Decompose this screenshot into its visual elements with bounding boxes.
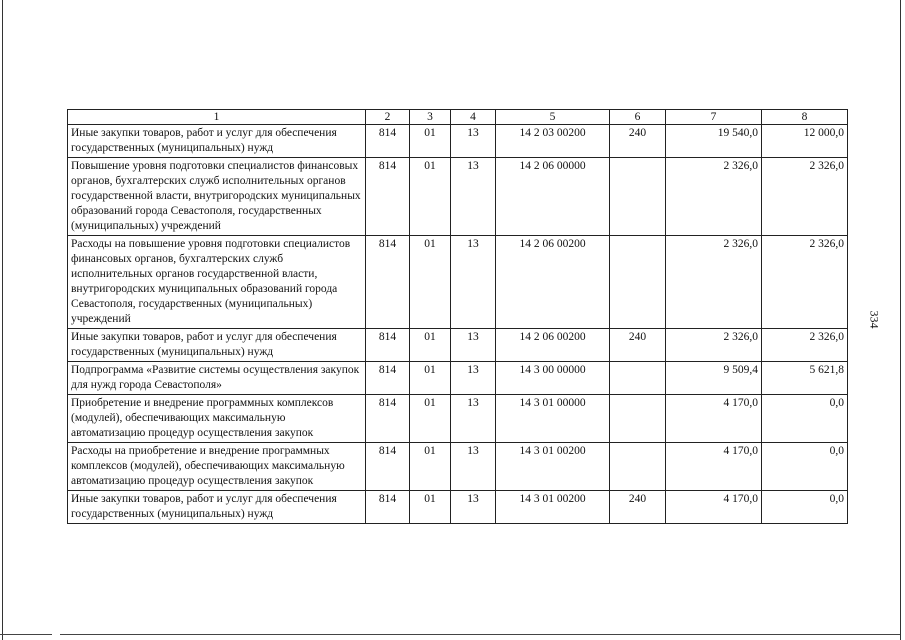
column-header: 8 <box>762 110 848 125</box>
table-row <box>68 236 848 329</box>
row-pr: 13 <box>451 236 496 329</box>
row-ved: 814 <box>366 362 410 395</box>
row-csr: 14 2 06 00200 <box>496 236 610 329</box>
row-rz: 01 <box>410 125 451 158</box>
row-ved: 814 <box>366 491 410 524</box>
table-row <box>68 158 848 236</box>
row-ved: 814 <box>366 395 410 443</box>
row-name: Иные закупки товаров, работ и услуг для обеспечения государственных (муниципальных) нужд <box>68 491 366 524</box>
row-ved: 814 <box>366 236 410 329</box>
row-vr: 240 <box>610 329 666 362</box>
row-name: Иные закупки товаров, работ и услуг для обеспечения государственных (муниципальных) нужд <box>68 125 366 158</box>
row-ved: 814 <box>366 443 410 491</box>
row-pr: 13 <box>451 491 496 524</box>
row-rz: 01 <box>410 395 451 443</box>
row-vr <box>610 362 666 395</box>
row-rz: 01 <box>410 329 451 362</box>
row-sum-2: 2 326,0 <box>762 158 848 236</box>
row-sum-2: 0,0 <box>762 491 848 524</box>
table-row <box>68 125 848 158</box>
row-rz: 01 <box>410 443 451 491</box>
row-pr: 13 <box>451 125 496 158</box>
row-rz: 01 <box>410 362 451 395</box>
page-number: 334 <box>867 310 882 329</box>
header-row <box>68 110 848 125</box>
row-pr: 13 <box>451 158 496 236</box>
column-header: 1 <box>68 110 366 125</box>
column-header: 2 <box>366 110 410 125</box>
row-sum-1: 19 540,0 <box>666 125 762 158</box>
row-ved: 814 <box>366 125 410 158</box>
row-sum-2: 5 621,8 <box>762 362 848 395</box>
row-rz: 01 <box>410 491 451 524</box>
table-row <box>68 443 848 491</box>
row-sum-1: 2 326,0 <box>666 236 762 329</box>
scan-bottom-line <box>60 634 900 635</box>
table-row <box>68 491 848 524</box>
row-csr: 14 3 00 00000 <box>496 362 610 395</box>
row-vr <box>610 443 666 491</box>
row-csr: 14 3 01 00200 <box>496 443 610 491</box>
row-name: Приобретение и внедрение программных комплексов (модулей), обеспечивающих максимальную автоматизацию процедур осуществления закупок <box>68 395 366 443</box>
row-csr: 14 2 03 00200 <box>496 125 610 158</box>
row-ved: 814 <box>366 158 410 236</box>
row-pr: 13 <box>451 395 496 443</box>
row-sum-1: 2 326,0 <box>666 158 762 236</box>
row-vr <box>610 395 666 443</box>
row-vr: 240 <box>610 125 666 158</box>
row-sum-2: 2 326,0 <box>762 329 848 362</box>
row-rz: 01 <box>410 236 451 329</box>
row-ved: 814 <box>366 329 410 362</box>
table-row <box>68 329 848 362</box>
row-pr: 13 <box>451 362 496 395</box>
row-pr: 13 <box>451 443 496 491</box>
row-vr: 240 <box>610 491 666 524</box>
row-sum-1: 2 326,0 <box>666 329 762 362</box>
column-header: 3 <box>410 110 451 125</box>
row-sum-1: 4 170,0 <box>666 491 762 524</box>
row-sum-2: 2 326,0 <box>762 236 848 329</box>
row-csr: 14 2 06 00000 <box>496 158 610 236</box>
row-name: Расходы на повышение уровня подготовки специалистов финансовых органов, бухгалтерских служб исполнительных органов государственной власти, внутригородских муниципальных образований города Севастополя, государственных (муниципальных) учреждений <box>68 236 366 329</box>
column-header: 7 <box>666 110 762 125</box>
row-name: Расходы на приобретение и внедрение программных комплексов (модулей), обеспечивающих максимальную автоматизацию процедур осуществления закупок <box>68 443 366 491</box>
column-header: 5 <box>496 110 610 125</box>
row-rz: 01 <box>410 158 451 236</box>
row-csr: 14 2 06 00200 <box>496 329 610 362</box>
column-header: 6 <box>610 110 666 125</box>
table-row <box>68 362 848 395</box>
row-vr <box>610 158 666 236</box>
scan-bottom-line <box>0 634 52 635</box>
row-name: Иные закупки товаров, работ и услуг для обеспечения государственных (муниципальных) нужд <box>68 329 366 362</box>
column-header: 4 <box>451 110 496 125</box>
row-sum-2: 0,0 <box>762 443 848 491</box>
row-csr: 14 3 01 00200 <box>496 491 610 524</box>
row-sum-1: 9 509,4 <box>666 362 762 395</box>
row-pr: 13 <box>451 329 496 362</box>
row-sum-2: 0,0 <box>762 395 848 443</box>
row-sum-1: 4 170,0 <box>666 443 762 491</box>
budget-table <box>67 109 848 524</box>
row-csr: 14 3 01 00000 <box>496 395 610 443</box>
table-row <box>68 395 848 443</box>
row-name: Повышение уровня подготовки специалистов финансовых органов, бухгалтерских служб исполнительных органов государственной власти, внутригородских муниципальных образований города Севастополя, государственных (муниципальных) учреждений <box>68 158 366 236</box>
row-sum-1: 4 170,0 <box>666 395 762 443</box>
scan-border-right <box>900 0 901 640</box>
row-name: Подпрограмма «Развитие системы осуществления закупок для нужд города Севастополя» <box>68 362 366 395</box>
row-vr <box>610 236 666 329</box>
scan-border-left <box>2 0 3 640</box>
row-sum-2: 12 000,0 <box>762 125 848 158</box>
